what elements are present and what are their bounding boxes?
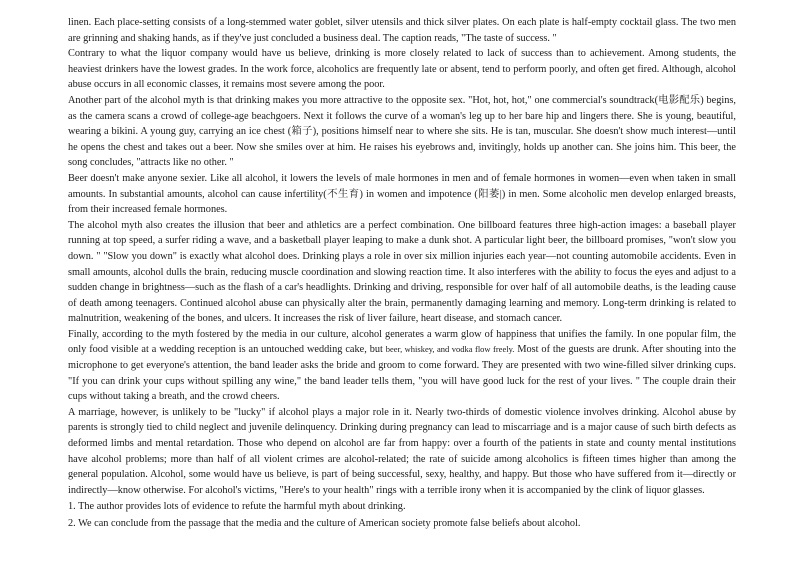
- paragraph-6: [68, 327, 736, 405]
- document-body: [68, 15, 736, 532]
- question-1: 1. The author provides lots of evidence to refute the harmful myth about drinking.: [68, 501, 406, 513]
- paragraph-1: linen. Each place-setting consists of a long-stemmed water goblet, silver utensils and thick silver plates. On each plate is half-empty cocktail glass. The two men are grinning and shaking hands, as if they've just concluded a business deal. The caption reads, "The taste of success. ": [68, 17, 736, 44]
- question-2: 2. We can conclude from the passage that the media and the culture of American society promote false beliefs about alcohol.: [68, 518, 581, 529]
- paragraph-5: The alcohol myth also creates the illusion that beer and athletics are a perfect combination. One billboard features three high-action images: a baseball player running at top speed, a surfer riding a wave, and a basketball player leaping to make a dunk shot. A particular light beer, the billboard promises, "won't slow you down. " "Slow you down" is exactly what alcohol does. Drinking plays a role in over six million injuries each year—not counting automobile accidents. Even in small amounts, alcohol dulls the brain, reducing muscle coordination and slowing reaction time. It also interferes with the ability to focus the eyes and adjust to a sudden change in brightness—such as the flash of a car's headlights. Drinking and driving, responsible for over half of all automobile deaths, is the leading cause of death among teenagers. Continued alcohol abuse can physically alter the brain, permanently damaging learning and memory. Long-term drinking is related to malnutrition, weakening of the bones, and ulcers. It increases the risk of liver failure, heart disease, and stomach cancer.: [68, 219, 736, 325]
- paragraph-6-small-text: beer, whiskey, and vodka flow freely.: [385, 344, 515, 355]
- paragraph-2: Contrary to what the liquor company would have us believe, drinking is more closely related to lack of success than to achievement. Among students, the heaviest drinkers have the lowest grades. In the work force, alcoholics are frequently late or absent, tend to perform poorly, and often get fired. Although, alcohol abuse occurs in all economic classes, it remains most severe among the poor.: [68, 48, 736, 91]
- paragraph-3: Another part of the alcohol myth is that drinking makes you more attractive to the opposite sex. "Hot, hot, hot," one commercial's soundtrack(电影配乐) begins, as the camera scans a crowd of college-age beachgoers. Next it follows the curve of a woman's leg up to her bare hip and lingers there. She is young, beautiful, wearing a bikini. A young guy, carrying an ice chest (箱子), positions himself near to where she sits. He is tan, muscular. She doesn't show much interest—until he opens the chest and takes out a beer. Now she smiles over at him. He raises his eyebrows and, invitingly, holds up another can. She joins him. This beer, the song concludes, "attracts like no other. ": [68, 94, 736, 169]
- paragraph-6-part-2: Most of the guests are drunk. After shouting into the microphone to get everyone's attention, the band leader asks the bride and groom to come forward. They are presented with two wine-filled silver drinking cups. "If you can drink your cups without spilling any wine," the band leader tells them, "you will have good luck for the rest of your lives. " The couple drain their cups without taking a breath, and the crowd cheers.: [68, 344, 736, 403]
- paragraph-7: A marriage, however, is unlikely to be "lucky" if alcohol plays a major role in it. Nearly two-thirds of domestic violence involves drinking. Alcohol abuse by parents is strongly tied to child neglect and juvenile delinquency. Drinking during pregnancy can lead to miscarriage and is a major cause of such birth defects as deformed limbs and mental retardation. Those who depend on alcohol are far from happy: over a fourth of the patients in state and county mental institutions have alcohol problems; more than half of all violent crimes are alcohol-related; the rate of suicide among alcoholics is fifteen times higher than among the general population. Alcohol, some would have us believe, is part of being successful, sexy, healthy, and happy. But those who have suffered from it—directly or indirectly—know otherwise. For alcohol's victims, "Here's to your health" rings with a terrible irony when it is accompanied by the clink of liquor glasses.: [68, 406, 736, 496]
- paragraph-4: Beer doesn't make anyone sexier. Like all alcohol, it lowers the levels of male hormones in men and of female hormones in women—even when taken in small amounts. In substantial amounts, alcohol can cause infertility(不生育) in women and impotence (阳萎|) in men. Some alcoholic men develop enlarged breasts, from their increased female hormones.: [68, 172, 736, 216]
- paragraph-6-part-1: Finally, according to the myth fostered by the media in our culture, alcohol generates a warm glow of happiness that unifies the family. In one popular film, the only food visible at a wedding reception is an untouched wedding cake, but: [68, 328, 736, 356]
